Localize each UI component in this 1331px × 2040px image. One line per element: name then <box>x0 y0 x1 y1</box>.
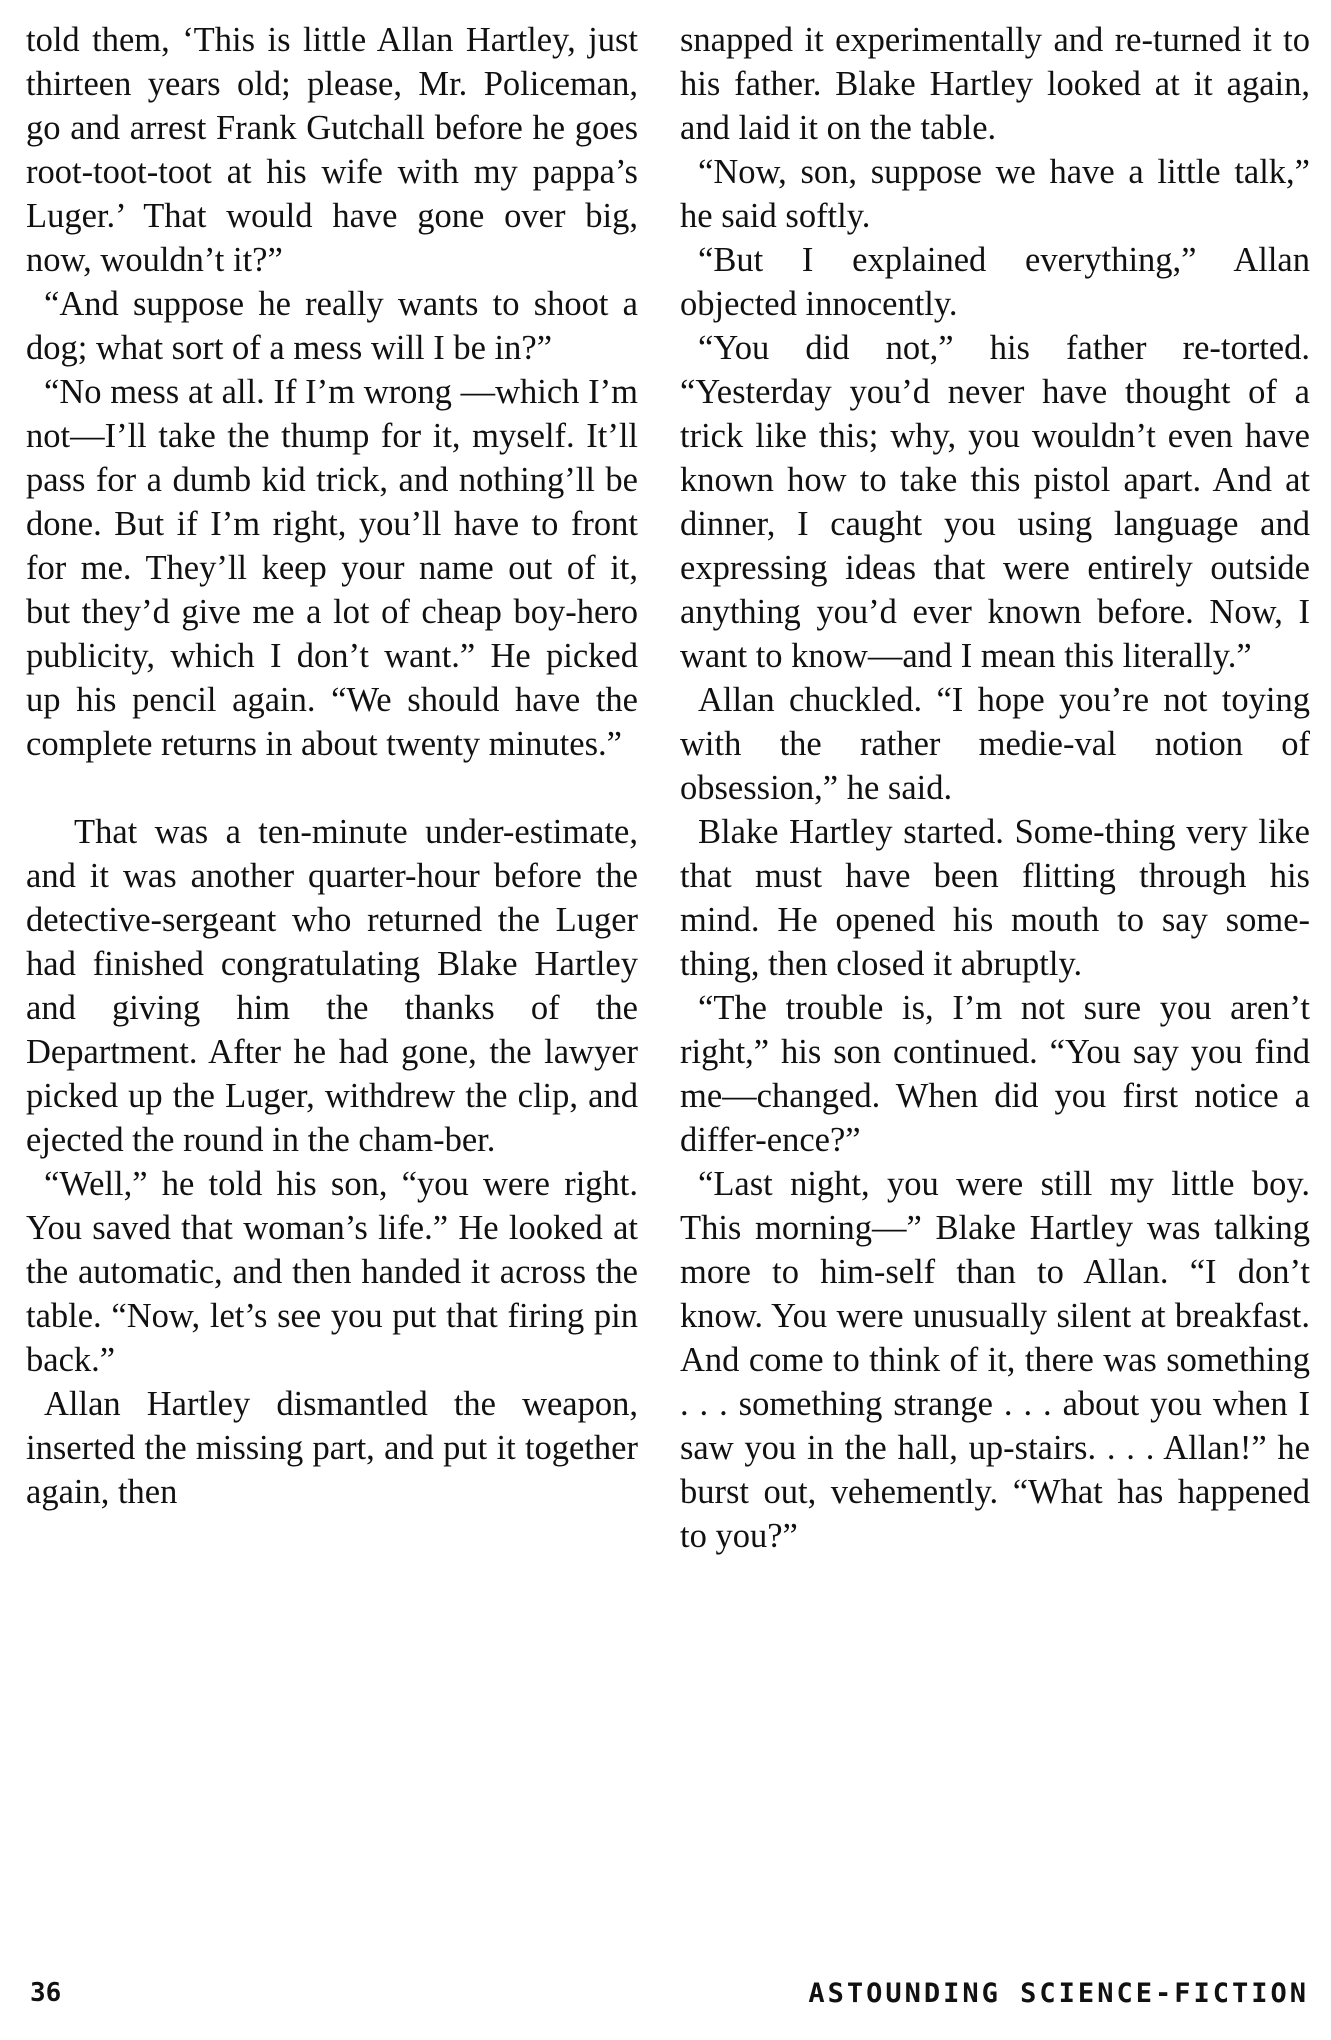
paragraph: “No mess at all. If I’m wrong —which I’m not—I’ll take the thump for it, myself. It’ll pass for a dumb kid trick, and nothing’ll be done. But if I’m right, you’ll have to front for me. They’ll keep your name out of it, but they’d give me a lot of cheap boy-hero publicity, which I don’t want.” He picked up his pencil again. “We should have the complete returns in about twenty minutes.” <box>26 373 638 763</box>
paragraph: That was a ten-minute under-estimate, and it was another quarter-hour before the detective-sergeant who returned the Luger had finished congratulating Blake Hartley and giving him the thanks of the Department. After he had gone, the lawyer picked up the Luger, withdrew the clip, and ejected the round in the cham-ber. <box>26 813 638 1159</box>
left-column <box>26 18 638 1514</box>
paragraph: “Well,” he told his son, “you were right. You saved that woman’s life.” He looked at the automatic, and then handed it across the table. “Now, let’s see you put that firing pin back.” <box>26 1165 638 1379</box>
paragraph: Blake Hartley started. Some-thing very like that must have been flitting through his mind. He opened his mouth to say some-thing, then closed it abruptly. <box>680 813 1310 983</box>
page-footer <box>30 1978 1309 2018</box>
paragraph: snapped it experimentally and re-turned it to his father. Blake Hartley looked at it again, and laid it on the table. <box>680 21 1310 147</box>
paragraph: “But I explained everything,” Allan objected innocently. <box>680 241 1310 323</box>
paragraph: “Now, son, suppose we have a little talk,” he said softly. <box>680 153 1310 235</box>
page-number: 36 <box>30 1978 62 2008</box>
paragraph: “You did not,” his father re-torted. “Yesterday you’d never have thought of a trick like this; why, you wouldn’t even have known how to take this pistol apart. And at dinner, I caught you using language and expressing ideas that were entirely outside anything you’d ever known before. Now, I want to know—and I mean this literally.” <box>680 329 1310 675</box>
magazine-title: ASTOUNDING SCIENCE-FICTION <box>808 1978 1309 2009</box>
paragraph: told them, ‘This is little Allan Hartley, just thirteen years old; please, Mr. Policeman, go and arrest Frank Gutchall before he goes root-toot-toot at his wife with my pappa’s Luger.’ That would have gone over big, now, wouldn’t it?” <box>26 21 638 279</box>
paragraph: “Last night, you were still my little boy. This morning—” Blake Hartley was talking more to him-self than to Allan. “I don’t know. You were unusually silent at breakfast. And come to think of it, there was something . . . something strange . . . about you when I saw you in the hall, up-stairs. . . . Allan!” he burst out, vehemently. “What has happened to you?” <box>680 1165 1310 1555</box>
paragraph: “The trouble is, I’m not sure you aren’t right,” his son continued. “You say you find me—changed. When did you first notice a differ-ence?” <box>680 989 1310 1159</box>
paragraph: Allan Hartley dismantled the weapon, inserted the missing part, and put it together again, then <box>26 1385 638 1511</box>
paragraph: “And suppose he really wants to shoot a dog; what sort of a mess will I be in?” <box>26 285 638 367</box>
right-column <box>680 18 1310 1558</box>
paragraph: Allan chuckled. “I hope you’re not toying with the rather medie-val notion of obsession,” he said. <box>680 681 1310 807</box>
